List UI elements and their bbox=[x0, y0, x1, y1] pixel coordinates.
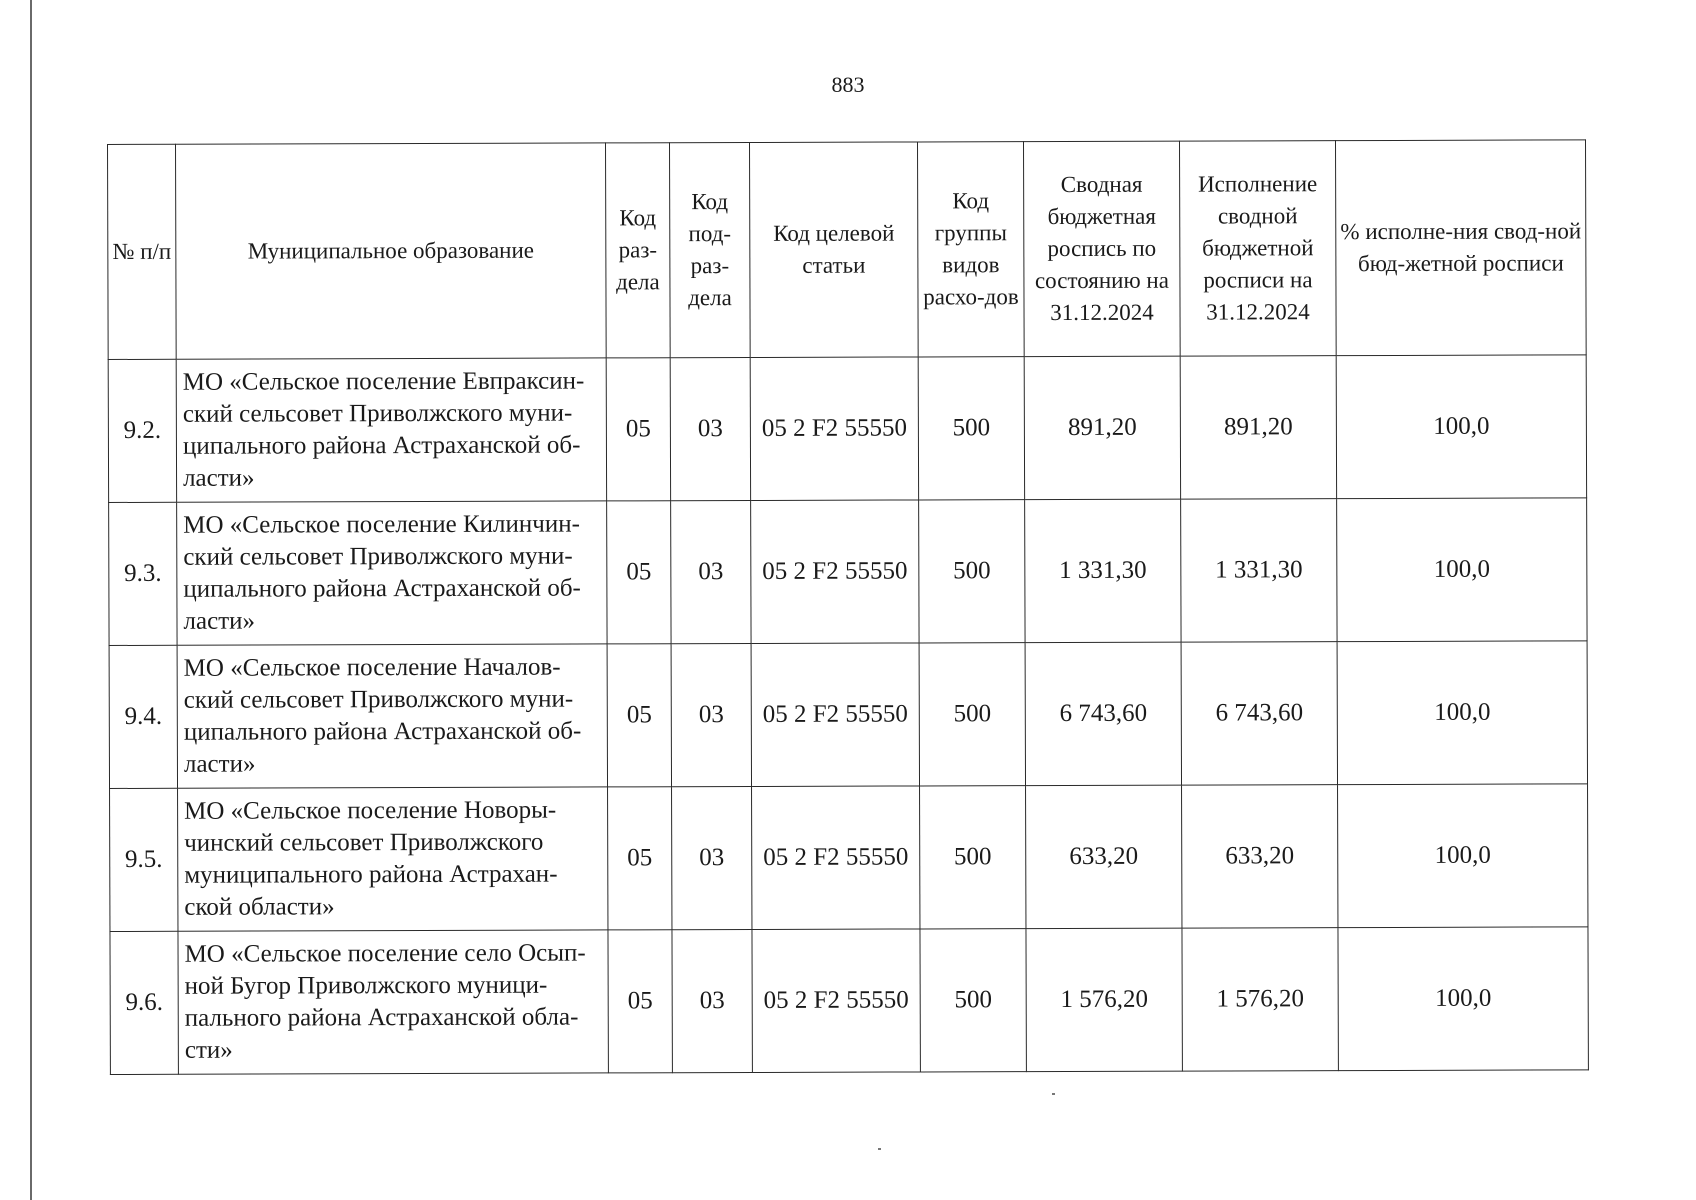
scan-speck bbox=[1052, 1093, 1055, 1095]
cell-subsection-code: 03 bbox=[672, 786, 752, 929]
cell-num: 9.5. bbox=[110, 788, 178, 931]
cell-subsection-code: 03 bbox=[671, 643, 751, 786]
cell-budget-plan: 6 743,60 bbox=[1025, 642, 1181, 785]
cell-num: 9.6. bbox=[110, 931, 178, 1074]
header-num: № п/п bbox=[108, 144, 177, 359]
cell-section-code: 05 bbox=[606, 358, 670, 501]
cell-budget-plan: 891,20 bbox=[1024, 356, 1180, 499]
table-header-row bbox=[108, 140, 1587, 360]
table-row bbox=[109, 641, 1587, 789]
budget-table-wrapper bbox=[107, 139, 1588, 1075]
cell-execution-percent: 100,0 bbox=[1337, 498, 1587, 642]
cell-subsection-code: 03 bbox=[671, 500, 751, 643]
cell-budget-execution: 891,20 bbox=[1180, 356, 1336, 499]
cell-budget-plan: 1 576,20 bbox=[1026, 928, 1182, 1071]
cell-section-code: 05 bbox=[607, 501, 671, 644]
cell-expense-group-code: 500 bbox=[919, 643, 1025, 786]
header-target-code: Код целевой статьи bbox=[749, 142, 918, 358]
cell-budget-execution: 1 576,20 bbox=[1182, 928, 1338, 1071]
cell-subsection-code: 03 bbox=[670, 357, 750, 500]
table-row bbox=[108, 355, 1586, 503]
cell-section-code: 05 bbox=[608, 930, 672, 1073]
cell-num: 9.3. bbox=[109, 502, 177, 645]
cell-target-code: 05 2 F2 55550 bbox=[751, 643, 919, 787]
cell-budget-plan: 633,20 bbox=[1026, 785, 1182, 928]
cell-municipality: МО «Сельское поселение село Осып-ной Бугор Приволжского муници-пального района Астраханской обла-сти» bbox=[178, 930, 608, 1074]
cell-subsection-code: 03 bbox=[672, 929, 752, 1072]
table-row bbox=[110, 784, 1588, 932]
header-budget-execution: Исполнение сводной бюджетной росписи на 31.12.2024 bbox=[1179, 141, 1336, 356]
header-section-code: Код раз-дела bbox=[605, 143, 670, 358]
table-row bbox=[110, 927, 1588, 1075]
cell-execution-percent: 100,0 bbox=[1336, 355, 1586, 499]
cell-expense-group-code: 500 bbox=[918, 357, 1024, 500]
cell-budget-execution: 1 331,30 bbox=[1181, 499, 1337, 642]
cell-municipality: МО «Сельское поселение Началов-ский сельсовет Приволжского муни-ципального района Астраханской об-ласти» bbox=[177, 644, 607, 788]
header-budget-plan: Сводная бюджетная роспись по состоянию на 31.12.2024 bbox=[1023, 141, 1180, 356]
header-subsection-code: Код под-раз-дела bbox=[669, 142, 750, 357]
header-municipality: Муниципальное образование bbox=[176, 143, 607, 359]
cell-section-code: 05 bbox=[607, 644, 671, 787]
page-number: 883 bbox=[831, 72, 865, 97]
table-row bbox=[109, 498, 1587, 646]
cell-budget-execution: 6 743,60 bbox=[1181, 642, 1337, 785]
cell-num: 9.4. bbox=[109, 645, 177, 788]
cell-expense-group-code: 500 bbox=[920, 786, 1026, 929]
page-edge-line bbox=[30, 0, 32, 1200]
cell-execution-percent: 100,0 bbox=[1338, 927, 1588, 1071]
budget-execution-table bbox=[107, 139, 1589, 1075]
cell-municipality: МО «Сельское поселение Килинчин-ский сельсовет Приволжского муни-ципального района Астраханской об-ласти» bbox=[177, 501, 607, 645]
header-expense-group-code: Код группы видов расхо-дов bbox=[917, 142, 1024, 357]
cell-section-code: 05 bbox=[608, 787, 672, 930]
cell-target-code: 05 2 F2 55550 bbox=[750, 357, 918, 501]
cell-execution-percent: 100,0 bbox=[1338, 784, 1588, 928]
header-execution-percent: % исполне-ния свод-ной бюд-жетной росписи bbox=[1335, 140, 1586, 356]
cell-target-code: 05 2 F2 55550 bbox=[752, 929, 920, 1073]
cell-execution-percent: 100,0 bbox=[1337, 641, 1587, 785]
cell-budget-execution: 633,20 bbox=[1182, 785, 1338, 928]
cell-budget-plan: 1 331,30 bbox=[1025, 499, 1181, 642]
cell-target-code: 05 2 F2 55550 bbox=[751, 500, 919, 644]
scan-speck bbox=[878, 1148, 881, 1150]
cell-expense-group-code: 500 bbox=[920, 929, 1026, 1072]
cell-target-code: 05 2 F2 55550 bbox=[752, 786, 920, 930]
cell-expense-group-code: 500 bbox=[919, 500, 1025, 643]
cell-num: 9.2. bbox=[108, 359, 176, 502]
cell-municipality: МО «Сельское поселение Новоры-чинский сельсовет Приволжского муниципального района Астрахан-ской области» bbox=[178, 787, 608, 931]
cell-municipality: МО «Сельское поселение Евпраксин-ский сельсовет Приволжского муни-ципального района Астраханской об-ласти» bbox=[176, 358, 606, 502]
